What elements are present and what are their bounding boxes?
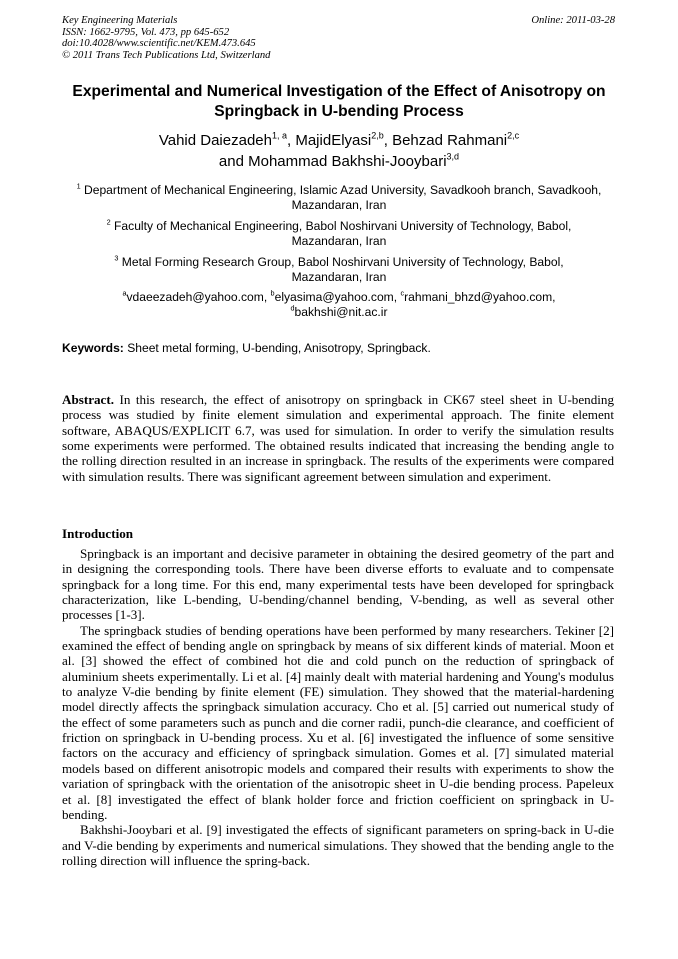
author-sup: 3,d: [446, 151, 460, 162]
author-line-1: [55, 130, 623, 151]
email-link[interactable]: vdaeezadeh@yahoo.com,: [126, 290, 271, 304]
doi-line: doi:10.4028/www.scientific.net/KEM.473.645: [62, 38, 256, 49]
affiliation-3: [55, 255, 623, 286]
affiliation-1: [55, 183, 623, 214]
email-sup: c: [400, 288, 405, 298]
author-sup: 2,c: [507, 130, 520, 141]
email-link[interactable]: bakhshi@nit.ac.ir: [294, 305, 388, 320]
keywords-label: Keywords:: [62, 341, 124, 355]
author-sup: 2,b: [371, 130, 384, 141]
affiliation-text: Metal Forming Research Group, Babol Noshirvani University of Technology, Babol,: [121, 255, 564, 269]
affiliation-text: Faculty of Mechanical Engineering, Babol Noshirvani University of Technology, Babol,: [114, 219, 572, 233]
abstract: [62, 392, 614, 484]
affiliation-location: Mazandaran, Iran: [291, 234, 387, 249]
affiliation-2: [55, 219, 623, 250]
keywords-text: Sheet metal forming, U-bending, Anisotropy, Springback.: [123, 341, 431, 355]
affiliation-location: Mazandaran, Iran: [291, 198, 387, 213]
author-name: MajidElyasi: [295, 132, 372, 149]
email-link[interactable]: rahmani_bhzd@yahoo.com,: [404, 290, 556, 304]
title-line-1: Experimental and Numerical Investigation of the Effect of Anisotropy on: [72, 83, 606, 100]
abstract-text: In this research, the effect of anisotropy on springback in CK67 steel sheet in U-bending process was studied by finite element simulation and experimental approach. The finite element software, ABAQUS/EXPLICIT 6.7, was used for simulation. In order to verify the simulation results some experiments were performed. The obtained results indicated that increasing the bending angle to the rolling direction resulted in an increase in springback. The results of the experiments were compared with simulation results. There was significant agreement between simulation and experiment.: [62, 392, 614, 484]
email-sup: a: [122, 288, 127, 298]
journal-name: Key Engineering Materials: [62, 15, 178, 26]
email-sup: d: [290, 303, 295, 313]
online-date: Online: 2011-03-28: [531, 15, 615, 26]
author-name: Behzad Rahmani: [392, 132, 508, 149]
issn-line: ISSN: 1662-9795, Vol. 473, pp 645-652: [62, 26, 230, 38]
abstract-label: Abstract.: [62, 392, 114, 407]
paragraph: The springback studies of bending operations have been performed by many researchers. Tekiner [2] examined the effect of bending angle on springback by means of six different kinds of material. Moon et al. [3] showed the effect of combined hot die and cold punch on the reduction of springback of aluminium sheets experimentally. Li et al. [4] mainly dealt with material hardening and Young's modulus to analyze V-die bending by finite element (FE) simulation. They showed that the material-hardening model directly affects the springback simulation accuracy. Cho et al. [5] carried out numerical study of the effect of some parameters such as punch and die corner radii, punch-die clearance, and coefficient of friction on springback in U-bending process. Xu et al. [6] investigated the influence of some sensitive factors on the accuracy and efficiency of springback simulation. Gomes et al. [7] simulated material models based on different anisotropic models and compared their results with experiments to show the variation of springback with the orientation of the anisotropic sheet in U-die bending process. Papeleux et al. [8] investigated the effect of blank holder force and friction coefficient on springback in U-bending.: [62, 622, 614, 822]
author-line-2: [55, 151, 623, 172]
section-heading-introduction: Introduction: [62, 526, 134, 541]
author-sep: ,: [287, 132, 296, 149]
paragraph: Bakhshi-Jooybari et al. [9] investigated the effects of significant parameters on spring-back in U-die and V-die bending by experiments and numerical simulations. They showed that the bending angle to the rolling direction will influence the spring-back.: [62, 822, 614, 868]
keywords: [62, 341, 622, 356]
affiliation-number: 1: [76, 181, 81, 191]
affiliation-number: 2: [106, 217, 111, 227]
introduction-body: [62, 546, 614, 868]
email-link[interactable]: elyasima@yahoo.com,: [274, 290, 401, 304]
author-sup: 1, a: [271, 130, 287, 141]
paragraph: Springback is an important and decisive parameter in obtaining the desired geometry of the part and in designing the corresponding tools. There have been diverse efforts to evaluate and to compensate springback for a long time. For this end, many experimental tests have been developed for springback characterization, like L-bending, U-bending/channel bending, V-bending, as well as several other processes [1-3].: [62, 546, 614, 623]
title-line-2: Springback in U-bending Process: [214, 102, 464, 120]
affiliation-text: Department of Mechanical Engineering, Islamic Azad University, Savadkooh branch, Savadkooh,: [84, 183, 602, 197]
author-name: and Mohammad Bakhshi-Jooybari: [218, 153, 447, 170]
author-list: [55, 130, 623, 172]
email-sup: b: [270, 288, 275, 298]
copyright-line: © 2011 Trans Tech Publications Ltd, Switzerland: [62, 49, 271, 61]
author-name: Vahid Daiezadeh: [158, 132, 272, 149]
author-sep: ,: [383, 132, 393, 149]
affiliation-number: 3: [114, 253, 119, 263]
affiliation-location: Mazandaran, Iran: [291, 270, 387, 285]
paper-title: [55, 82, 623, 121]
email-list: [55, 290, 623, 321]
journal-header: [62, 15, 615, 61]
